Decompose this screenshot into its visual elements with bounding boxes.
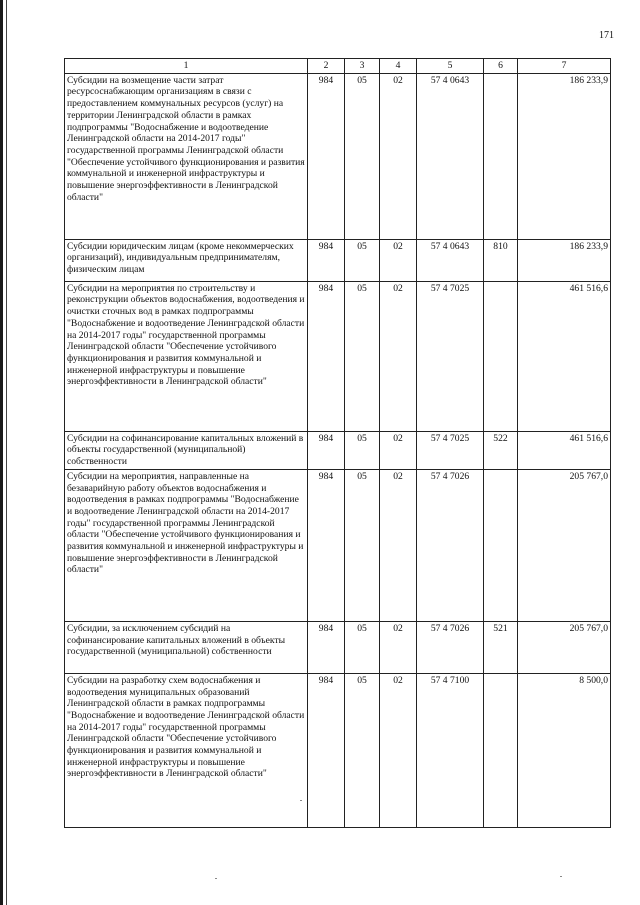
cell-expense-type: 522: [484, 431, 518, 469]
row-description: Субсидии юридическим лицам (кроме некоммерческих организаций), индивидуальным предпринимателям, физическим лицам: [65, 239, 308, 281]
cell-subsection: 02: [380, 281, 417, 431]
cell-subsection: 02: [380, 431, 417, 469]
cell-amount: 8 500,0: [518, 673, 611, 827]
cell-expense-type: 521: [484, 621, 518, 673]
cell-admin-code: 984: [308, 469, 345, 621]
cell-section: 05: [345, 281, 380, 431]
table-row: [65, 73, 611, 239]
cell-expense-type: [484, 673, 518, 827]
cell-expense-type: 810: [484, 239, 518, 281]
cell-admin-code: 984: [308, 73, 345, 239]
cell-section: 05: [345, 673, 380, 827]
cell-expense-type: [484, 281, 518, 431]
cell-amount: 186 233,9: [518, 239, 611, 281]
column-header: 7: [518, 59, 611, 74]
cell-subsection: 02: [380, 73, 417, 239]
table-row: [65, 469, 611, 621]
cell-admin-code: 984: [308, 239, 345, 281]
cell-expense-type: [484, 73, 518, 239]
cell-admin-code: 984: [308, 621, 345, 673]
cell-subsection: 02: [380, 469, 417, 621]
cell-subsection: 02: [380, 673, 417, 827]
cell-subsection: 02: [380, 621, 417, 673]
cell-subsection: 02: [380, 239, 417, 281]
cell-target-article: 57 4 0643: [417, 239, 484, 281]
cell-amount: 205 767,0: [518, 621, 611, 673]
scan-speck: [215, 878, 217, 879]
column-header: 6: [484, 59, 518, 74]
cell-amount: 186 233,9: [518, 73, 611, 239]
row-description: Субсидии на разработку схем водоснабжения и водоотведения муниципальных образований Ленинградской области в рамках подпрограммы "Водоснабжение и водоотведение Ленинградской области на 2014-2017 годы" государственной программы Ленинградской области "Обеспечение устойчивого функционирования и развития коммунальной и инженерной инфраструктуры и повышение энергоэффективности в Ленинградской области": [65, 673, 308, 827]
cell-section: 05: [345, 73, 380, 239]
cell-target-article: 57 4 7100: [417, 673, 484, 827]
row-description: Субсидии на возмещение части затрат ресурсоснабжающим организациям в связи с предоставлением коммунальных ресурсов (услуг) на территории Ленинградской области в рамках подпрограммы "Водоснабжение и водоотведение Ленинградской области на 2014-2017 годы" государственной программы Ленинградской области "Обеспечение устойчивого функционирования и развития коммунальной и инженерной инфраструктуры и повышение энергоэффективности в Ленинградской области": [65, 73, 308, 239]
cell-amount: 205 767,0: [518, 469, 611, 621]
cell-target-article: 57 4 7025: [417, 431, 484, 469]
table-row: [65, 621, 611, 673]
cell-admin-code: 984: [308, 673, 345, 827]
scan-edge-line: [6, 0, 7, 905]
scan-speck: [560, 876, 562, 877]
table-row: [65, 673, 611, 827]
table-row: [65, 431, 611, 469]
header-row: [65, 59, 611, 74]
cell-target-article: 57 4 7026: [417, 469, 484, 621]
scan-speck: [300, 800, 302, 801]
cell-section: 05: [345, 621, 380, 673]
cell-target-article: 57 4 7025: [417, 281, 484, 431]
row-description: Субсидии на софинансирование капитальных вложений в объекты государственной (муниципальной) собственности: [65, 431, 308, 469]
table-row: [65, 239, 611, 281]
cell-target-article: 57 4 0643: [417, 73, 484, 239]
column-header: 2: [308, 59, 345, 74]
cell-amount: 461 516,6: [518, 281, 611, 431]
table-row: [65, 281, 611, 431]
cell-expense-type: [484, 469, 518, 621]
column-header: 4: [380, 59, 417, 74]
cell-section: 05: [345, 239, 380, 281]
column-header: 3: [345, 59, 380, 74]
row-description: Субсидии на мероприятия по строительству и реконструкции объектов водоснабжения, водоотведения и очистки сточных вод в рамках подпрограммы "Водоснабжение и водоотведение Ленинградской области на 2014-2017 годы" государственной программы Ленинградской области "Обеспечение устойчивого функционирования и развития коммунальной и инженерной инфраструктуры и повышение энергоэффективности в Ленинградской области": [65, 281, 308, 431]
cell-section: 05: [345, 469, 380, 621]
cell-target-article: 57 4 7026: [417, 621, 484, 673]
cell-section: 05: [345, 431, 380, 469]
page-number: 171: [599, 30, 614, 41]
cell-admin-code: 984: [308, 431, 345, 469]
budget-table: [64, 58, 611, 828]
column-header: 1: [65, 59, 308, 74]
column-header: 5: [417, 59, 484, 74]
cell-amount: 461 516,6: [518, 431, 611, 469]
row-description: Субсидии на мероприятия, направленные на безаварийную работу объектов водоснабжения и водоотведения в рамках подпрограммы "Водоснабжение и водоотведение Ленинградской области на 2014-2017 годы" государственной программы Ленинградской области "Обеспечение устойчивого функционирования и развития коммунальной и инженерной инфраструктуры и повышение энергоэффективности в Ленинградской области": [65, 469, 308, 621]
row-description: Субсидии, за исключением субсидий на софинансирование капитальных вложений в объекты государственной (муниципальной) собственности: [65, 621, 308, 673]
cell-admin-code: 984: [308, 281, 345, 431]
scan-edge: [0, 0, 3, 905]
